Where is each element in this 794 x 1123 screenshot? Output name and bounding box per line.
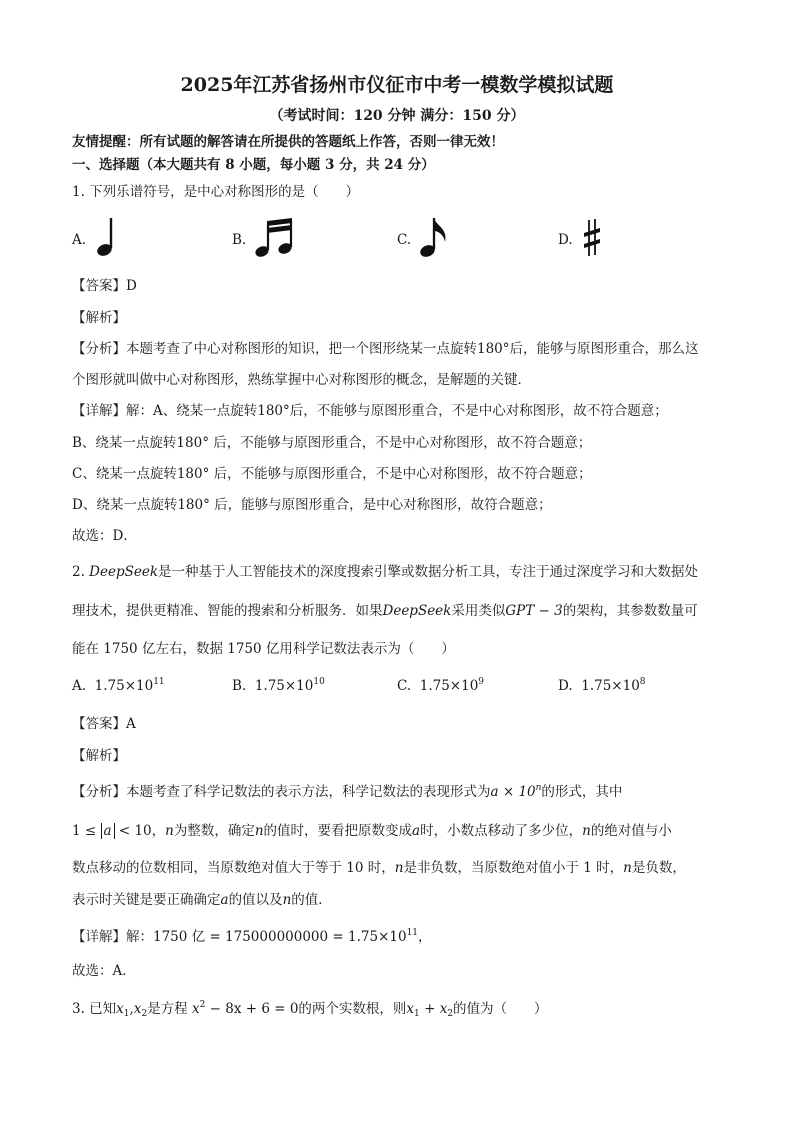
q2-option-a: A. $1.75\times 10^{11}$ xyxy=(72,677,165,694)
q2-stem-line-3: 能在 1750 亿左右，数据 1750 亿用科学记数法表示为（ ） xyxy=(72,641,455,657)
q3-stem: 3. 已知$x_1,x_2$是方程 $x^2 - 8x + 6 = 0$的两个实数根，则$x_1 + x_2$的值为（ ） xyxy=(72,1000,548,1019)
deepseek-name: DeepSeek xyxy=(89,564,159,580)
notice: 友情提醒：所有试题的解答请在所提供的答题纸上作答，否则一律无效！ xyxy=(72,134,504,150)
q2-analysis-label: 【解析】 xyxy=(72,748,126,764)
q2-analysis-line-4: 表示时关键是要正确确定a的值以及n的值． xyxy=(72,892,332,908)
q1-analysis-label: 【解析】 xyxy=(72,310,126,326)
eighth-note-icon xyxy=(418,216,450,260)
gpt-name: GPT − 3 xyxy=(505,603,563,619)
q2-analysis-line-3: 数点移动的位数相同，当原数绝对值大于等于 10 时，n是非负数，当原数绝对值小于 1 时，n是负数， xyxy=(72,860,686,876)
q1-detail-line-2: B、绕某一点旋转180° 后，不能够与原图形重合，不是中心对称图形，故不符合题意； xyxy=(72,435,592,451)
q2-analysis-line-2: 1 ≤ a < 10，n为整数，确定n的值时，要看把原数变成a时，小数点移动了多少位，n的绝对值与小 xyxy=(72,823,672,839)
q2-analysis-line-1: 【分析】本题考查了科学记数法的表示方法，科学记数法的表现形式为$a \times 10^n$的形式，其中 xyxy=(72,783,623,800)
q2-option-b: B. $1.75\times 10^{10}$ xyxy=(232,677,325,694)
q2-stem-line-2: 理技术，提供更精准、智能的搜索和分析服务．如果DeepSeek采用类似GPT − 3的架构，其参数数量可 xyxy=(72,603,698,619)
q1-analysis-line-2: 个图形就叫做中心对称图形，熟练掌握中心对称图形的概念，是解题的关键． xyxy=(72,372,531,388)
q1-option-c-label: C. xyxy=(397,232,412,248)
q1-detail-line-1: 【详解】解：A、绕某一点旋转180°后，不能够与原图形重合，不是中心对称图形，故不符合题意； xyxy=(72,403,668,419)
q2-conclusion: 故选：A． xyxy=(72,963,136,979)
section-heading: 一、选择题（本大题共有 8 小题，每小题 3 分，共 24 分） xyxy=(72,157,435,173)
beamed-sixteenth-notes-icon xyxy=(253,218,299,260)
quarter-note-icon xyxy=(94,215,120,259)
q1-option-b-label: B. xyxy=(232,232,247,248)
q1-conclusion: 故选：D． xyxy=(72,528,137,544)
q2-detail: 【详解】解：1750 亿 = $175000000000 = 1.75\times 10^{11}$， xyxy=(72,928,432,945)
q2-stem-line-1: 2. DeepSeek是一种基于人工智能技术的深度搜索引擎或数据分析工具，专注于通过深度学习和大数据处 xyxy=(72,564,699,580)
page-title: 2025年江苏省扬州市仪征市中考一模数学模拟试题 xyxy=(180,74,614,96)
q2-option-d: D. $1.75\times 10^8$ xyxy=(558,677,646,694)
q1-option-d-label: D. xyxy=(558,232,573,248)
q1-stem: 1. 下列乐谱符号，是中心对称图形的是（ ） xyxy=(72,184,360,200)
q2-option-c: C. $1.75\times 10^9$ xyxy=(397,677,485,694)
exam-info: （考试时间：120 分钟 满分：150 分） xyxy=(269,108,525,124)
q1-answer: 【答案】D xyxy=(72,278,137,294)
q1-detail-line-3: C、绕某一点旋转180° 后，不能够与原图形重合，不是中心对称图形，故不符合题意； xyxy=(72,466,592,482)
q1-option-a-label: A. xyxy=(72,232,87,248)
q1-analysis-line-1: 【分析】本题考查了中心对称图形的知识，把一个图形绕某一点旋转180°后，能够与原图形重合，那么这 xyxy=(72,341,699,357)
q1-detail-line-4: D、绕某一点旋转180° 后，能够与原图形重合，是中心对称图形，故符合题意； xyxy=(72,497,552,513)
q2-answer: 【答案】A xyxy=(72,716,136,732)
sharp-sign-icon xyxy=(582,218,602,258)
